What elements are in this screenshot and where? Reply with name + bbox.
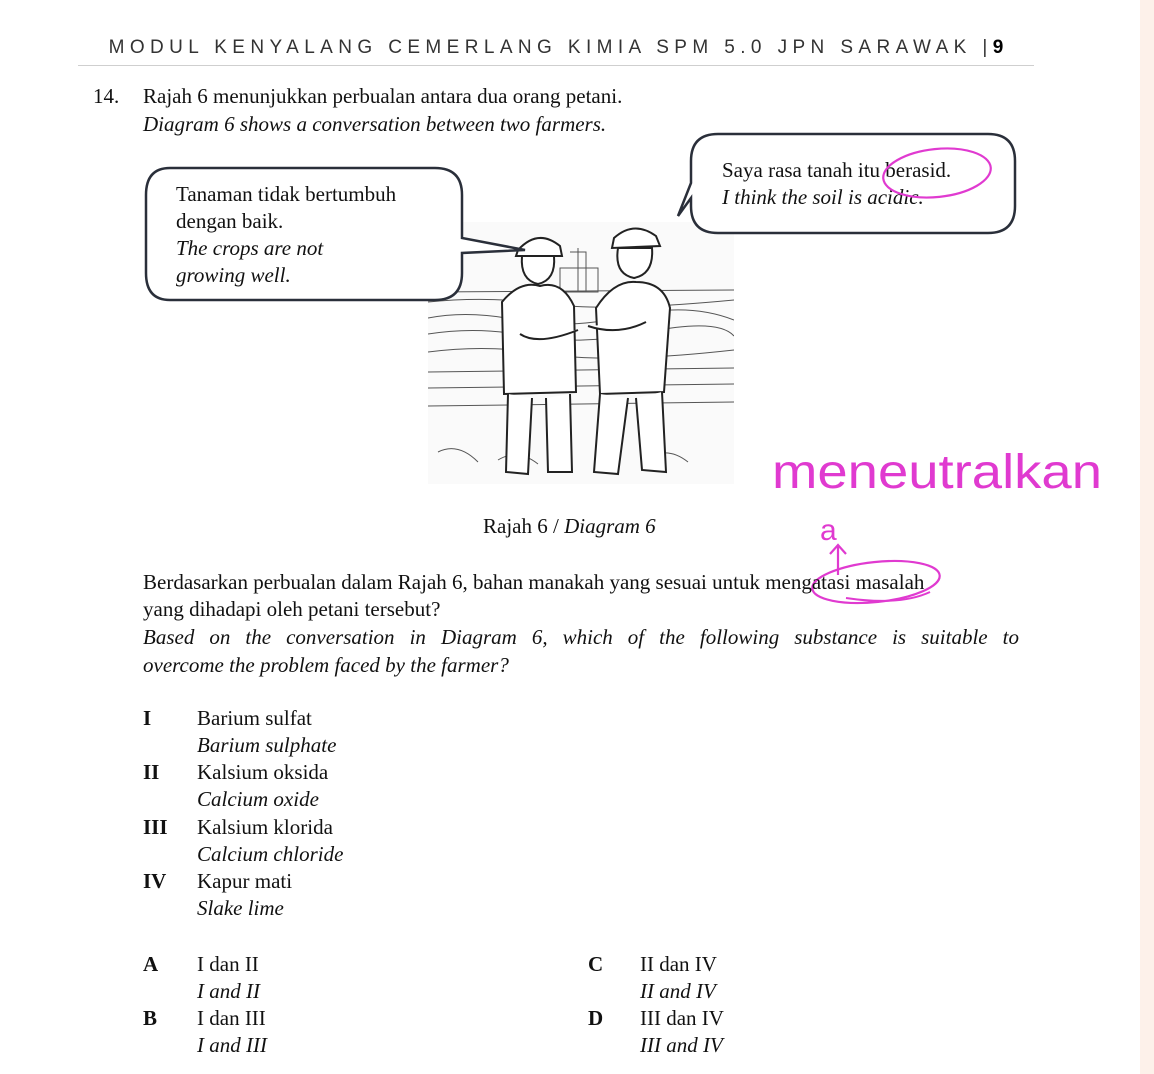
page-number: 9 [992,37,1004,58]
option-letter-b[interactable]: B [143,1006,158,1030]
option-b-en: I and III [197,1033,267,1057]
prompt-en-2: overcome the problem faced by the farmer? [143,653,509,677]
caption-ms: Rajah 6 / [483,514,565,538]
prompt-ms-2: yang dihadapi oleh petani tersebut? [143,597,441,621]
statement-numeral: IV [143,869,167,893]
diagram-caption [483,514,656,539]
handwritten-letter-a: a [820,514,837,547]
statement-en: Calcium chloride [197,842,344,866]
handwritten-meneutralkan: meneutralkan [772,446,1102,499]
bubble-right-en: I think the soil is acidic. [722,185,924,209]
bubble-left-ms-1: Tanaman tidak bertumbuh [176,182,397,206]
statement-ms: Kalsium oksida [197,760,329,784]
statement-en: Slake lime [197,896,284,920]
statement-en: Barium sulphate [197,733,337,757]
option-letter-d[interactable]: D [588,1006,604,1030]
question-number: 14. [93,84,120,108]
statement-numeral: III [143,815,168,839]
statement-numeral: I [143,706,152,730]
question-stem-en: Diagram 6 shows a conversation between two farmers. [143,112,607,136]
option-d-ms: III dan IV [640,1006,724,1030]
bubble-right-ms: Saya rasa tanah itu berasid. [722,158,952,182]
option-a-ms: I dan II [197,952,259,976]
prompt-ms-1: Berdasarkan perbualan dalam Rajah 6, bahan manakah yang sesuai untuk mengatasi masalah [143,570,925,594]
statement-ms: Barium sulfat [197,706,312,730]
option-b-ms: I dan III [197,1006,266,1030]
bubble-left-en-2: growing well. [176,263,291,287]
option-letter-a[interactable]: A [143,952,159,976]
statement-ms: Kapur mati [197,869,293,893]
caption-en: Diagram 6 [564,514,656,538]
statement-numeral: II [143,760,160,784]
option-a-en: I and II [197,979,260,1003]
header-title: MODUL KENYALANG CEMERLANG KIMIA SPM 5.0 JPN SARAWAK | [108,37,993,58]
statement-ms: Kalsium klorida [197,815,333,839]
bubble-left-ms-2: dengan baik. [176,209,284,233]
circle-berasid-mark [881,143,993,202]
question-stem-ms: Rajah 6 menunjukkan perbualan antara dua orang petani. [143,84,623,108]
option-d-en: III and IV [640,1033,723,1057]
bubble-left-en-1: The crops are not [176,236,324,260]
option-letter-c[interactable]: C [588,952,604,976]
statement-en: Calcium oxide [197,787,319,811]
option-c-ms: II dan IV [640,952,717,976]
option-c-en: II and IV [640,979,716,1003]
prompt-en-1: Based on the conversation in Diagram 6, which of the following substance is suitable to [143,625,1019,649]
